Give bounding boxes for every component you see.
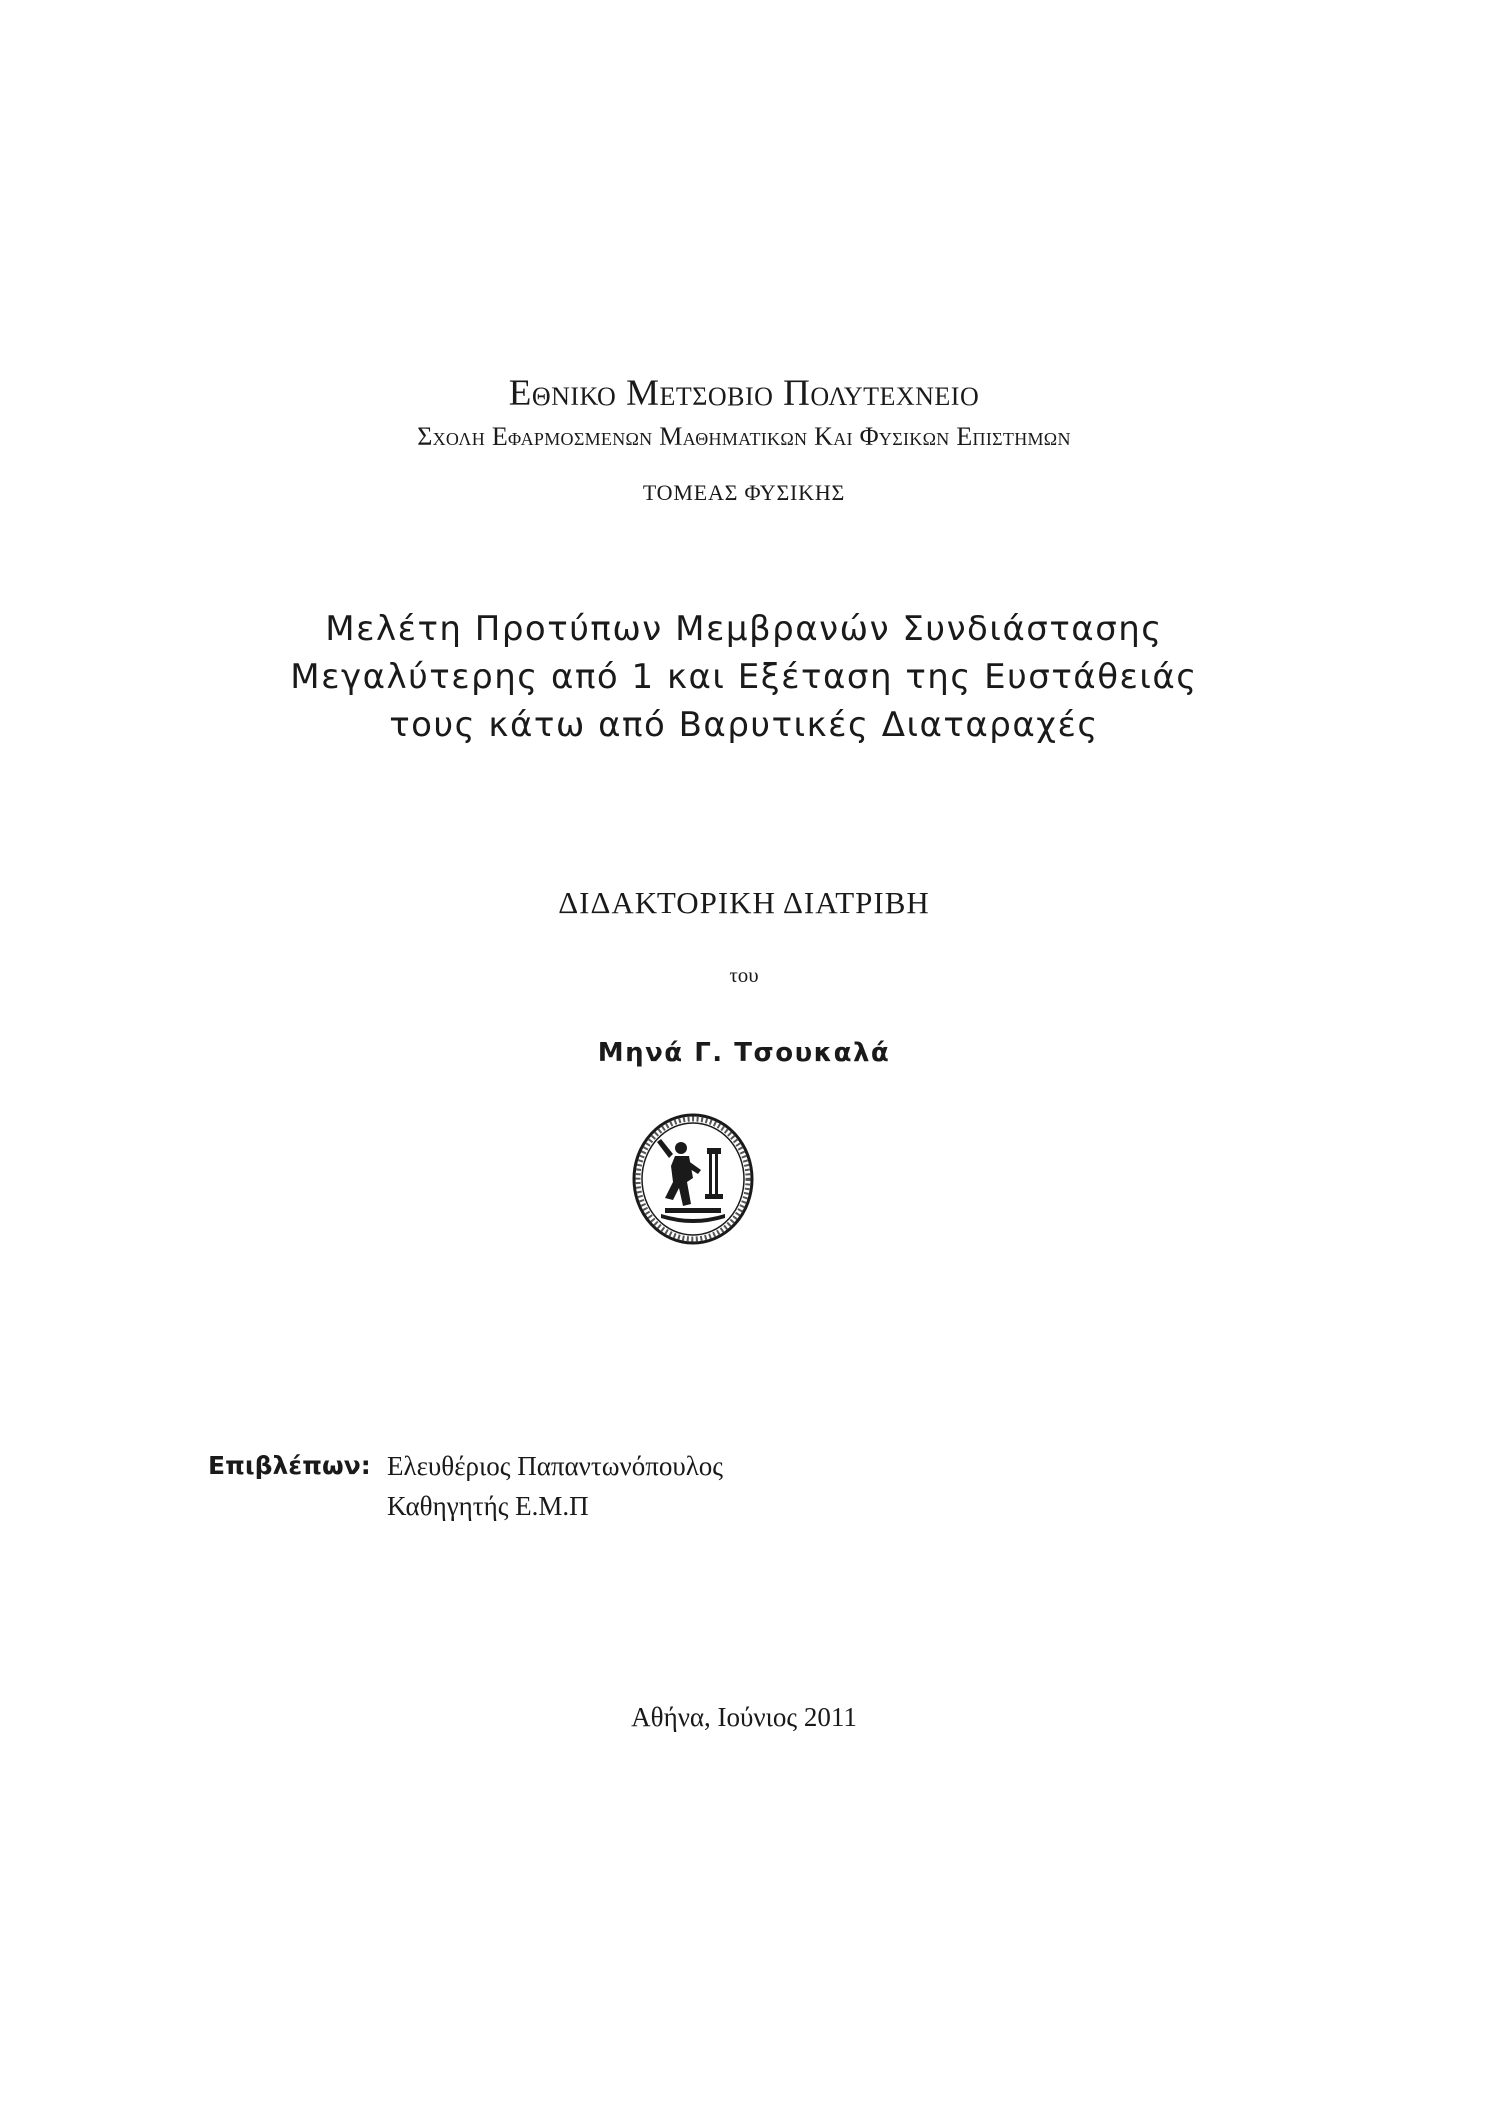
supervisor-label: Επιβλέπων: <box>208 1451 371 1480</box>
author-name: Μηνά Γ. Τσουκαλά <box>597 1038 891 1068</box>
sector-name: ΤΟΜΕΑΣ ΦΥΣΙΚΗΣ <box>642 480 846 505</box>
university-name: Εθνικο Μετσοβιο Πολυτεχνειο <box>508 373 980 414</box>
thesis-title-line-2: Μεγαλύτερης από 1 και Εξέταση της Ευστάθειάς <box>290 657 1198 697</box>
school-name: Σχολη Εφαρμοσμενων Μαθηματικων Και Φυσικων Επιστημων <box>417 422 1071 451</box>
thesis-title-line-1: Μελέτη Προτύπων Μεμβρανών Συνδιάστασης <box>325 609 1163 649</box>
by-word: του <box>729 963 759 987</box>
university-seal-icon <box>631 1112 755 1246</box>
supervisor-title: Καθηγητής Ε.Μ.Π <box>387 1491 589 1521</box>
place-date: Αθήνα, Ιούνιος 2011 <box>631 1702 857 1732</box>
supervisor-name: Ελευθέριος Παπαντωνόπουλος <box>387 1451 723 1481</box>
thesis-title-line-3: τους κάτω από Βαρυτικές Διαταραχές <box>389 705 1099 745</box>
thesis-type: ΔΙΔΑΚΤΟΡΙΚΗ ΔΙΑΤΡΙΒΗ <box>558 885 930 920</box>
thesis-title <box>0 605 1488 749</box>
